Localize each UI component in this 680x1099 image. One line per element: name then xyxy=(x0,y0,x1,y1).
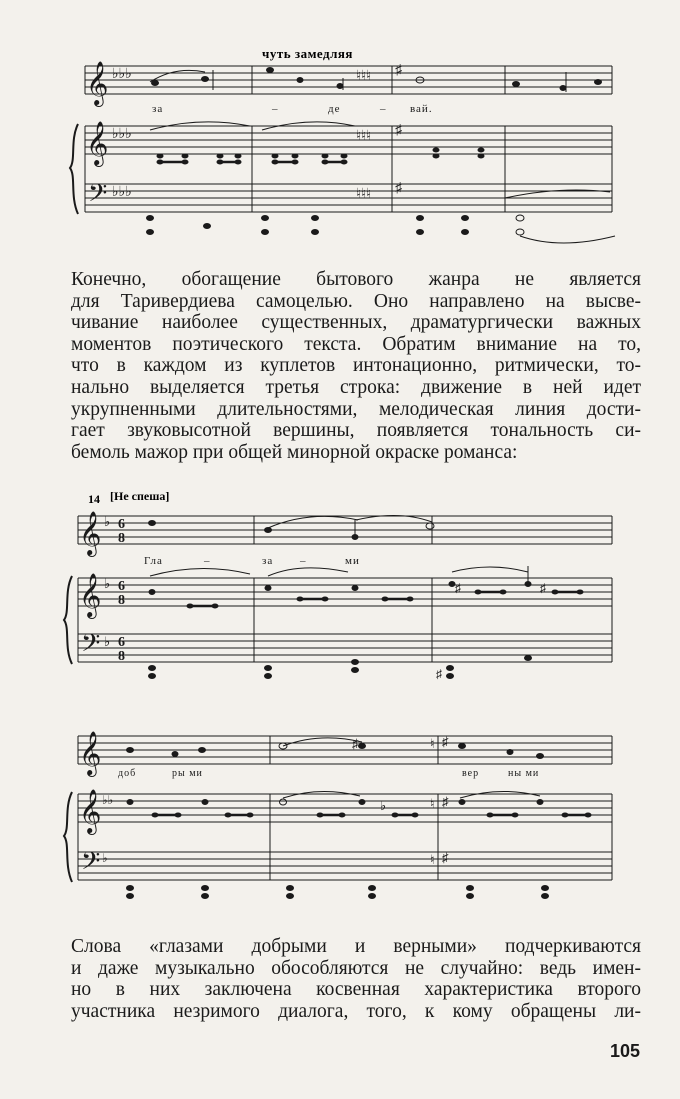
treble-chords xyxy=(157,148,485,165)
svg-text:♯: ♯ xyxy=(395,181,402,196)
svg-text:6: 6 xyxy=(118,579,125,594)
text-line: но в них заключена косвенная характеристика второго xyxy=(71,979,641,1001)
svg-text:𝄢: 𝄢 xyxy=(81,848,101,881)
svg-text:𝄞: 𝄞 xyxy=(79,733,102,775)
svg-text:♯: ♯ xyxy=(455,581,461,595)
svg-text:♭: ♭ xyxy=(104,576,111,591)
svg-text:♭: ♭ xyxy=(104,634,111,649)
svg-text:♯: ♯ xyxy=(352,736,359,751)
svg-text:𝄞: 𝄞 xyxy=(79,575,102,617)
text-line: нально выделяется третья строка: движение в ней идет xyxy=(71,376,641,398)
svg-text:8: 8 xyxy=(118,593,125,608)
bass-notes xyxy=(146,215,524,235)
measure-number: 14 xyxy=(88,492,100,506)
svg-text:♯: ♯ xyxy=(540,581,546,595)
lyric: ми xyxy=(345,555,360,567)
lyric: ны ми xyxy=(508,768,540,779)
music-excerpt-3 xyxy=(0,718,680,918)
tempo-marking: [Не спеша] xyxy=(110,489,170,503)
svg-text:♮: ♮ xyxy=(430,852,435,867)
svg-text:♮: ♮ xyxy=(430,736,435,751)
svg-text:♮: ♮ xyxy=(430,796,435,811)
svg-text:♯: ♯ xyxy=(395,123,402,138)
svg-text:♯: ♯ xyxy=(436,667,442,681)
svg-text:𝄢: 𝄢 xyxy=(81,630,101,663)
text-line: укрупненными длительностями, мелодическая линия дости- xyxy=(71,398,641,420)
text-line: чивание наиболее существенных, драматургически важных xyxy=(71,312,641,334)
piano-bass-staff xyxy=(85,184,612,212)
lyric: – xyxy=(272,103,279,115)
svg-text:6: 6 xyxy=(118,635,125,650)
svg-text:♭♭: ♭♭ xyxy=(102,793,114,807)
svg-text:𝄞: 𝄞 xyxy=(86,123,109,165)
text-line: для Таривердиева самоцелью. Оно направлено на высве- xyxy=(71,290,641,312)
text-line: гает звуковысотной вершины, появляется тональность си- xyxy=(71,420,641,442)
svg-text:𝄞: 𝄞 xyxy=(86,63,109,105)
page-number: 105 xyxy=(609,1041,640,1061)
svg-text:♭♭♭: ♭♭♭ xyxy=(112,127,132,142)
lyric: – xyxy=(380,103,387,115)
svg-text:8: 8 xyxy=(118,649,125,664)
text-line: Конечно, обогащение бытового жанра не является xyxy=(71,269,641,290)
lyric: ры ми xyxy=(172,768,203,779)
piano-treble-staff xyxy=(85,126,612,154)
svg-text:6: 6 xyxy=(118,517,125,532)
lyric: за xyxy=(152,103,164,115)
svg-text:♭♭♭: ♭♭♭ xyxy=(112,185,132,200)
svg-text:8: 8 xyxy=(118,531,125,546)
svg-text:♯: ♯ xyxy=(442,794,449,809)
svg-text:♭♭♭: ♭♭♭ xyxy=(112,67,132,82)
svg-text:♭: ♭ xyxy=(102,851,108,865)
lyric: доб xyxy=(118,768,137,779)
text-line: и даже музыкально обособляются не случайно: ведь имен- xyxy=(71,957,641,979)
body-paragraph-2 xyxy=(71,936,641,1022)
voice-staff xyxy=(85,66,612,94)
svg-text:𝄞: 𝄞 xyxy=(79,513,102,555)
tempo-marking: чуть замедляя xyxy=(262,46,353,61)
lyric: – xyxy=(300,555,307,567)
svg-text:𝄢: 𝄢 xyxy=(88,180,108,213)
lyric: – xyxy=(204,555,211,567)
svg-text:♯: ♯ xyxy=(442,850,449,865)
svg-text:♮♮♮: ♮♮♮ xyxy=(356,129,372,144)
text-line: бемоль мажор при общей минорной окраске романса: xyxy=(71,441,518,463)
svg-text:𝄞: 𝄞 xyxy=(79,791,102,833)
text-line: участника незримого диалога, того, к кому обращены ли- xyxy=(71,1000,641,1022)
lyric: вер xyxy=(462,768,480,779)
lyric: де xyxy=(328,103,341,115)
text-line: что в каждом из куплетов интонационно, ритмически, то- xyxy=(71,355,641,377)
svg-text:♯: ♯ xyxy=(395,63,402,78)
svg-text:♮♮♮: ♮♮♮ xyxy=(356,187,372,202)
text-line: Слова «глазами добрыми и верными» подчеркиваются xyxy=(71,936,641,957)
lyric: Гла xyxy=(144,555,163,567)
lyric: вай. xyxy=(410,103,433,115)
svg-text:♯: ♯ xyxy=(442,734,449,749)
svg-text:♮♮♮: ♮♮♮ xyxy=(356,69,372,84)
body-paragraph-1 xyxy=(71,269,641,463)
svg-text:♭: ♭ xyxy=(380,798,387,813)
music-excerpt-2 xyxy=(0,480,680,690)
svg-text:♭: ♭ xyxy=(104,514,111,529)
lyric: за xyxy=(262,555,274,567)
text-line: моментов поэтического текста. Обратим внимание на то, xyxy=(71,333,641,355)
music-excerpt-1 xyxy=(0,0,680,250)
